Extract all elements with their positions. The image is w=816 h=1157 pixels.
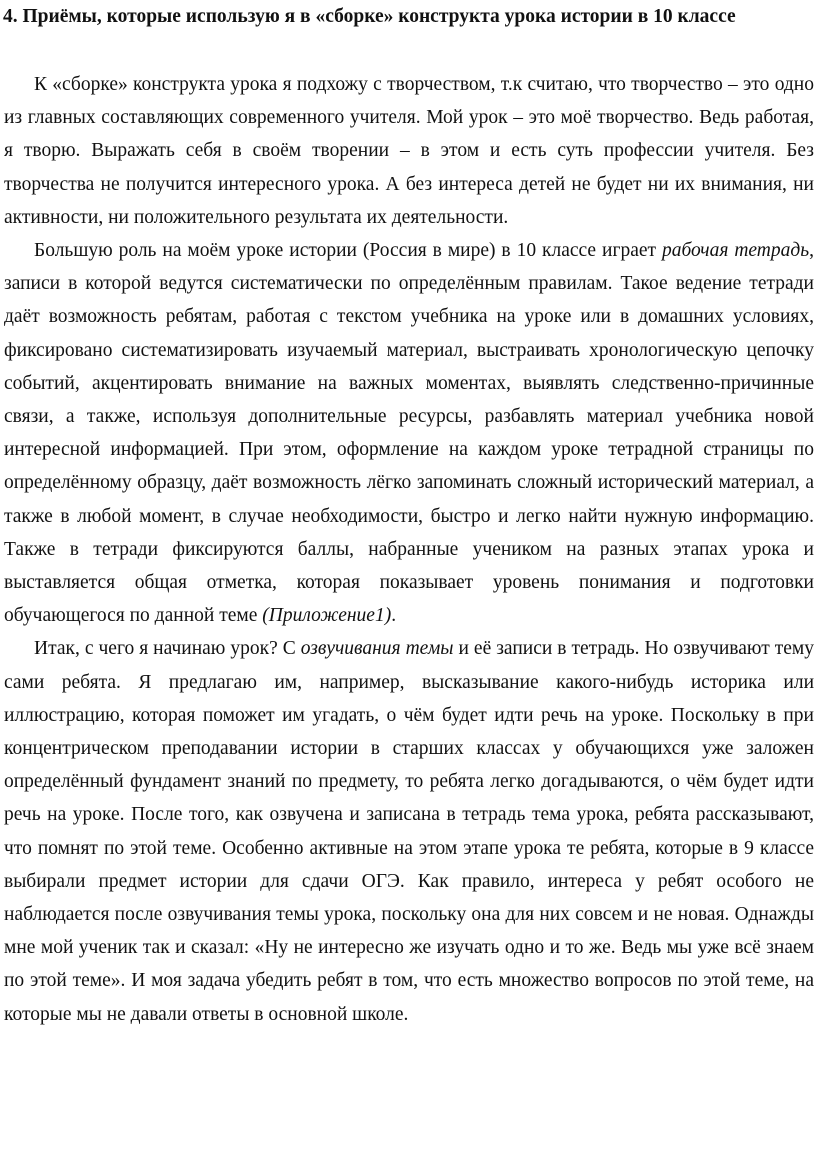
paragraph-workbook-text-2: , записи в которой ведутся систематически по определённым правилам. Такое ведение тетради даёт возможность ребятам, работая с текстом учебника на уроке или в домашних условиях, фиксировано систематизировать изучаемый материал, выстраивать хронологическую цепочку событий, акцентировать внимание на важных моментах, выявлять следственно-причинные связи, а также, используя дополнительные ресурсы, разбавлять материал учебника новой интересной информацией. При этом, оформление на каждом уроке тетрадной страницы по определённому образцу, даёт возможность лёгко запоминать сложный исторический материал, а также в любой момент, в случае необходимости, быстро и легко найти нужную информацию. Также в тетради фиксируются баллы, набранные учеником на разных этапах урока и выставляется общая отметка, которая показывает уровень понимания и подготовки обучающегося по данной теме bbox=[4, 240, 814, 627]
paragraph-creativity: К «сборке» конструкта урока я подхожу с творчеством, т.к считаю, что творчество – это одно из главных составляющих современного учителя. Мой урок – это моё творчество. Ведь работая, я творю. Выражать себя в своём творении – в этом и есть суть профессии учителя. Без творчества не получится интересного урока. А без интереса детей не будет ни их внимания, ни активности, ни положительного результата их деятельности. bbox=[4, 74, 814, 228]
appendix-reference: (Приложение1) bbox=[262, 605, 392, 627]
paragraph-lesson-start-text-2: и её записи в тетрадь. Но озвучивают тему сами ребята. Я предлагаю им, например, высказывание какого-нибудь историка или иллюстрацию, которая поможет им угадать, о чём будет идти речь на уроке. Поскольку в при концентрическом преподавании истории в старших классах у обучающихся уже заложен определённый фундамент знаний по предмету, то ребята легко догадываются, о чём будет идти речь на уроке. После того, как озвучена и записана в тетрадь тема урока, ребята рассказывают, что помнят по этой теме. Особенно активные на этом этапе урока те ребята, которые в 9 классе выбирали предмет истории для сдачи ОГЭ. Как правило, интереса у ребят особого не наблюдается после озвучивания темы урока, поскольку она для них совсем и не новая. Однажды мне мой ученик так и сказал: «Ну не интересно же изучать одно и то же. Ведь мы уже всё знаем по этой теме». И моя задача убедить ребят в том, что есть множество вопросов по этой теме, на которые мы не давали ответы в основной школе. bbox=[4, 638, 815, 1025]
topic-voicing-term: озвучивания темы bbox=[300, 638, 454, 660]
paragraph-lesson-start bbox=[4, 632, 814, 1030]
document-body bbox=[4, 68, 814, 1031]
paragraph-workbook bbox=[4, 234, 814, 632]
paragraph-lesson-start-text-1: Итак, с чего я начинаю урок? С bbox=[34, 638, 301, 660]
section-heading: 4. Приёмы, которые использую я в «сборке» конструкта урока истории в 10 классе bbox=[3, 6, 736, 27]
workbook-term: рабочая тетрадь bbox=[661, 240, 810, 262]
paragraph-workbook-text-1: Большую роль на моём уроке истории (Россия в мире) в 10 классе играет bbox=[34, 240, 662, 262]
paragraph-workbook-end: . bbox=[391, 605, 397, 627]
